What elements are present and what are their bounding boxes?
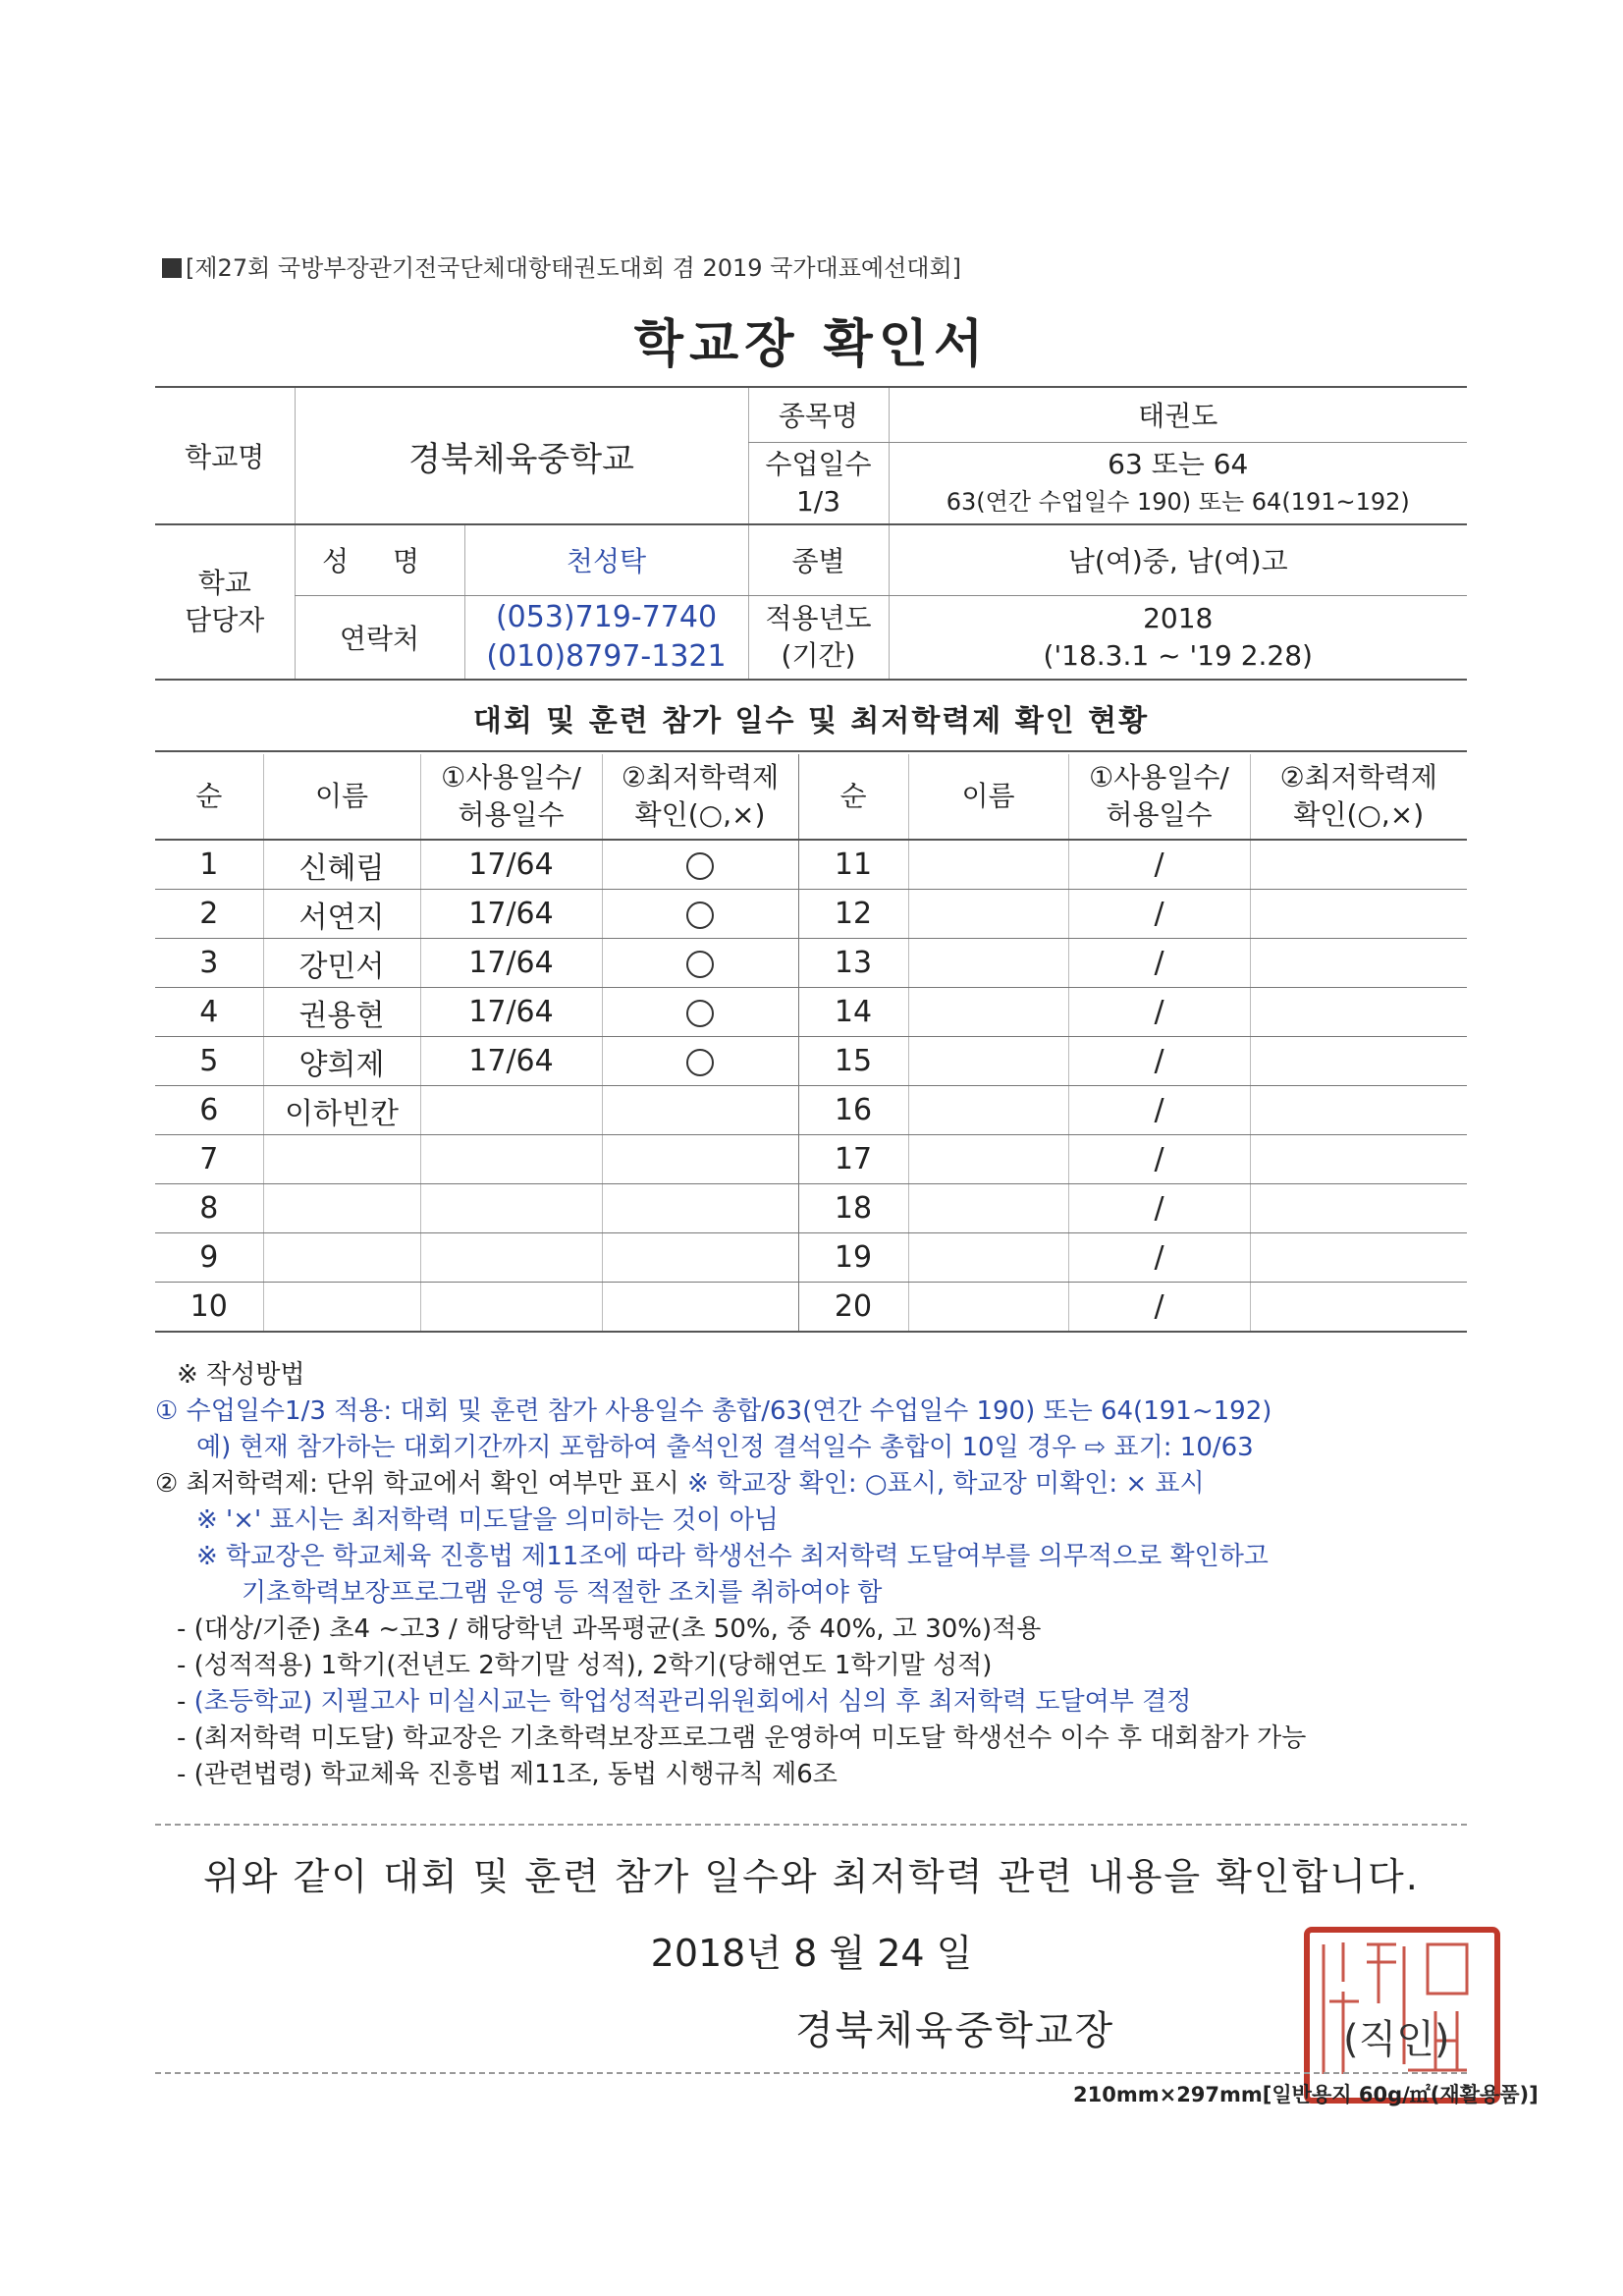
note-1a: ① 수업일수1/3 적용: 대회 및 훈련 참가 사용일수 총합/63(연간 수업일수 190) 또는 64(191~192) <box>155 1396 1272 1426</box>
detail-1: - (대상/기준) 초4 ~고3 / 해당학년 과목평균(초 50%, 중 40%, 고 30%)적용 <box>177 1614 1042 1644</box>
right-days-cell: / <box>1068 988 1250 1037</box>
left-days-cell <box>420 1283 602 1333</box>
right-check-cell <box>1250 1135 1467 1184</box>
left-check-cell <box>602 1086 798 1135</box>
participation-table <box>155 754 1467 1333</box>
header-name-right: 이름 <box>908 754 1068 840</box>
class-days-value-line2: 63(연간 수업일수 190) 또는 64(191~192) <box>946 487 1410 516</box>
school-info-table <box>155 386 1467 681</box>
right-days-cell: / <box>1068 890 1250 939</box>
left-num-cell: 5 <box>155 1037 263 1086</box>
right-num-cell: 12 <box>798 890 908 939</box>
left-days-cell <box>420 1086 602 1135</box>
header-check-line2: 확인(○,×) <box>634 798 766 831</box>
left-days-cell: 17/64 <box>420 890 602 939</box>
principal-signature: 경북체육중학교장 <box>795 2008 1115 2053</box>
left-num-cell: 1 <box>155 840 263 890</box>
square-bullet-icon <box>162 258 182 278</box>
left-name-cell: 신혜림 <box>263 840 420 890</box>
circle-mark-icon <box>686 1000 714 1027</box>
left-num-cell: 3 <box>155 939 263 988</box>
note-2a-highlight: ※ 학교장 확인: ○표시, 학교장 미확인: × 표시 <box>678 1469 1205 1499</box>
header-days-right <box>1068 754 1250 840</box>
right-num-cell: 13 <box>798 939 908 988</box>
right-days-cell: / <box>1068 1086 1250 1135</box>
header-days-right-line2: 허용일수 <box>1106 798 1213 831</box>
right-days-cell: / <box>1068 1283 1250 1333</box>
note-2d: 기초학력보장프로그램 운영 등 적절한 조치를 취하여야 함 <box>242 1578 883 1608</box>
left-name-cell: 서연지 <box>263 890 420 939</box>
right-name-cell <box>908 1184 1068 1233</box>
detail-3 <box>177 1684 1481 1721</box>
header-check-right-line2: 확인(○,×) <box>1293 798 1425 831</box>
sport-value: 태권도 <box>889 387 1467 442</box>
confirmation-date: 2018년 8 월 24 일 <box>650 1932 973 1975</box>
right-name-cell <box>908 1086 1068 1135</box>
school-name-value: 경북체육중학교 <box>295 387 748 524</box>
left-check-cell <box>602 840 798 890</box>
right-days-cell: / <box>1068 939 1250 988</box>
header-check-line1: ②최저학력제 <box>621 761 780 793</box>
phone-label: 연락처 <box>295 595 464 680</box>
contact-label-line1: 학교 <box>197 567 251 599</box>
left-name-cell <box>263 1233 420 1283</box>
left-days-cell: 17/64 <box>420 1037 602 1086</box>
table-row <box>155 1135 1467 1184</box>
applied-year-label <box>748 595 889 680</box>
right-num-cell: 11 <box>798 840 908 890</box>
contact-person-label <box>155 524 295 680</box>
right-num-cell: 19 <box>798 1233 908 1283</box>
left-check-cell <box>602 1135 798 1184</box>
left-days-cell: 17/64 <box>420 840 602 890</box>
left-num-cell: 2 <box>155 890 263 939</box>
table-row <box>155 1233 1467 1283</box>
table-row <box>155 840 1467 890</box>
left-check-cell <box>602 988 798 1037</box>
right-num-cell: 15 <box>798 1037 908 1086</box>
left-num-cell: 7 <box>155 1135 263 1184</box>
school-name-label: 학교명 <box>155 387 295 524</box>
header-check-right-line1: ②최저학력제 <box>1279 761 1437 793</box>
section-title: 대회 및 훈련 참가 일수 및 최저학력제 확인 현황 <box>155 693 1467 752</box>
class-days-label-line1: 수업일수 <box>765 447 872 480</box>
detail-3-text: (초등학교) 지필고사 미실시교는 학업성적관리위원회에서 심의 후 최저학력 도달여부 결정 <box>193 1687 1192 1717</box>
applied-year-label-line1: 적용년도 <box>765 601 872 634</box>
header-days-right-line1: ①사용일수/ <box>1089 761 1229 793</box>
contact-label-line2: 담당자 <box>185 604 265 636</box>
left-check-cell <box>602 890 798 939</box>
left-name-cell: 양희제 <box>263 1037 420 1086</box>
right-name-cell <box>908 1135 1068 1184</box>
left-days-cell: 17/64 <box>420 988 602 1037</box>
right-check-cell <box>1250 1037 1467 1086</box>
divider-top <box>155 1824 1467 1826</box>
right-check-cell <box>1250 840 1467 890</box>
right-name-cell <box>908 1037 1068 1086</box>
event-header <box>162 248 961 283</box>
applied-year-label-line2: (기간) <box>781 638 856 672</box>
left-num-cell: 4 <box>155 988 263 1037</box>
circle-mark-icon <box>686 1049 714 1076</box>
right-name-cell <box>908 840 1068 890</box>
right-check-cell <box>1250 1086 1467 1135</box>
right-check-cell <box>1250 988 1467 1037</box>
confirmation-text: 위와 같이 대회 및 훈련 참가 일수와 최저학력 관련 내용을 확인합니다. <box>203 1855 1420 1898</box>
note-2c: ※ 학교장은 학교체육 진흥법 제11조에 따라 학생선수 최저학력 도달여부를 의무적으로 확인하고 <box>196 1542 1269 1571</box>
detail-5: - (관련법령) 학교체육 진흥법 제11조, 동법 시행규칙 제6조 <box>177 1760 838 1789</box>
table-row <box>155 939 1467 988</box>
header-num: 순 <box>155 754 263 840</box>
left-check-cell <box>602 1037 798 1086</box>
right-name-cell <box>908 890 1068 939</box>
right-num-cell: 14 <box>798 988 908 1037</box>
header-days-line2: 허용일수 <box>458 798 565 831</box>
document-title: 학교장 확인서 <box>633 315 990 374</box>
note-2b: ※ '×' 표시는 최저학력 미도달을 의미하는 것이 아님 <box>196 1505 779 1535</box>
category-label: 종별 <box>748 524 889 595</box>
phone-value <box>464 595 748 680</box>
applied-year-value-line1: 2018 <box>1143 601 1214 634</box>
left-days-cell <box>420 1233 602 1283</box>
right-check-cell <box>1250 890 1467 939</box>
left-days-cell: 17/64 <box>420 939 602 988</box>
detail-4: - (최저학력 미도달) 학교장은 기초학력보장프로그램 운영하여 미도달 학생선수 이수 후 대회참가 가능 <box>177 1723 1307 1753</box>
class-days-value-line1: 63 또는 64 <box>1108 447 1249 480</box>
table-row <box>155 1037 1467 1086</box>
notes-heading: ※ 작성방법 <box>177 1360 305 1390</box>
right-check-cell <box>1250 939 1467 988</box>
left-check-cell <box>602 939 798 988</box>
phone-number-2: (010)8797-1321 <box>486 638 727 674</box>
right-days-cell: / <box>1068 840 1250 890</box>
class-days-value <box>889 442 1467 524</box>
paper-spec-note: 210mm×297mm[일반용지 60g/㎡(재활용품)] <box>1073 2083 1539 2106</box>
seal-label: (직인) <box>1343 2017 1450 2062</box>
left-num-cell: 8 <box>155 1184 263 1233</box>
header-name: 이름 <box>263 754 420 840</box>
right-name-cell <box>908 1233 1068 1283</box>
right-num-cell: 16 <box>798 1086 908 1135</box>
left-name-cell: 강민서 <box>263 939 420 988</box>
right-days-cell: / <box>1068 1184 1250 1233</box>
right-name-cell <box>908 939 1068 988</box>
event-title: [제27회 국방부장관기전국단체대항태권도대회 겸 2019 국가대표예선대회] <box>186 254 962 282</box>
class-days-label-line2: 1/3 <box>795 484 841 518</box>
left-check-cell <box>602 1283 798 1333</box>
left-name-cell: 이하빈칸 <box>263 1086 420 1135</box>
note-1b: 예) 현재 참가하는 대회기간까지 포함하여 출석인정 결석일수 총합이 10일 경우 ⇨ 표기: 10/63 <box>196 1433 1254 1462</box>
table-row <box>155 1086 1467 1135</box>
right-name-cell <box>908 1283 1068 1333</box>
note-2a <box>155 1466 1481 1503</box>
right-days-cell: / <box>1068 1135 1250 1184</box>
right-num-cell: 18 <box>798 1184 908 1233</box>
class-days-label <box>748 442 889 524</box>
left-check-cell <box>602 1233 798 1283</box>
circle-mark-icon <box>686 902 714 929</box>
header-num-right: 순 <box>798 754 908 840</box>
header-check <box>602 754 798 840</box>
note-2a-text: ② 최저학력제: 단위 학교에서 확인 여부만 표시 <box>155 1469 679 1499</box>
left-name-cell <box>263 1184 420 1233</box>
circle-mark-icon <box>686 852 714 880</box>
header-days <box>420 754 602 840</box>
circle-mark-icon <box>686 951 714 978</box>
table-row <box>155 1283 1467 1333</box>
left-days-cell <box>420 1135 602 1184</box>
applied-year-period: ('18.3.1 ~ '19 2.28) <box>1043 638 1313 672</box>
phone-number-1: (053)719-7740 <box>495 599 718 634</box>
right-check-cell <box>1250 1233 1467 1283</box>
table-row <box>155 890 1467 939</box>
left-num-cell: 10 <box>155 1283 263 1333</box>
left-name-cell <box>263 1283 420 1333</box>
left-name-cell: 권용현 <box>263 988 420 1037</box>
header-days-line1: ①사용일수/ <box>441 761 581 793</box>
left-name-cell <box>263 1135 420 1184</box>
person-name-value: 천성탁 <box>464 524 748 595</box>
header-check-right <box>1250 754 1467 840</box>
left-num-cell: 9 <box>155 1233 263 1283</box>
right-num-cell: 20 <box>798 1283 908 1333</box>
writing-instructions <box>155 1357 1481 1793</box>
right-check-cell <box>1250 1283 1467 1333</box>
right-check-cell <box>1250 1184 1467 1233</box>
table-row <box>155 1184 1467 1233</box>
table-row <box>155 988 1467 1037</box>
sport-label: 종목명 <box>748 387 889 442</box>
left-check-cell <box>602 1184 798 1233</box>
detail-3-dash: - <box>177 1687 194 1717</box>
person-name-label: 성 명 <box>295 524 464 595</box>
right-name-cell <box>908 988 1068 1037</box>
right-days-cell: / <box>1068 1037 1250 1086</box>
detail-2: - (성적적용) 1학기(전년도 2학기말 성적), 2학기(당해연도 1학기말 성적) <box>177 1651 993 1680</box>
left-days-cell <box>420 1184 602 1233</box>
divider-bottom <box>155 2072 1467 2074</box>
applied-year-value <box>889 595 1467 680</box>
right-num-cell: 17 <box>798 1135 908 1184</box>
left-num-cell: 6 <box>155 1086 263 1135</box>
category-value: 남(여)중, 남(여)고 <box>889 524 1467 595</box>
right-days-cell: / <box>1068 1233 1250 1283</box>
